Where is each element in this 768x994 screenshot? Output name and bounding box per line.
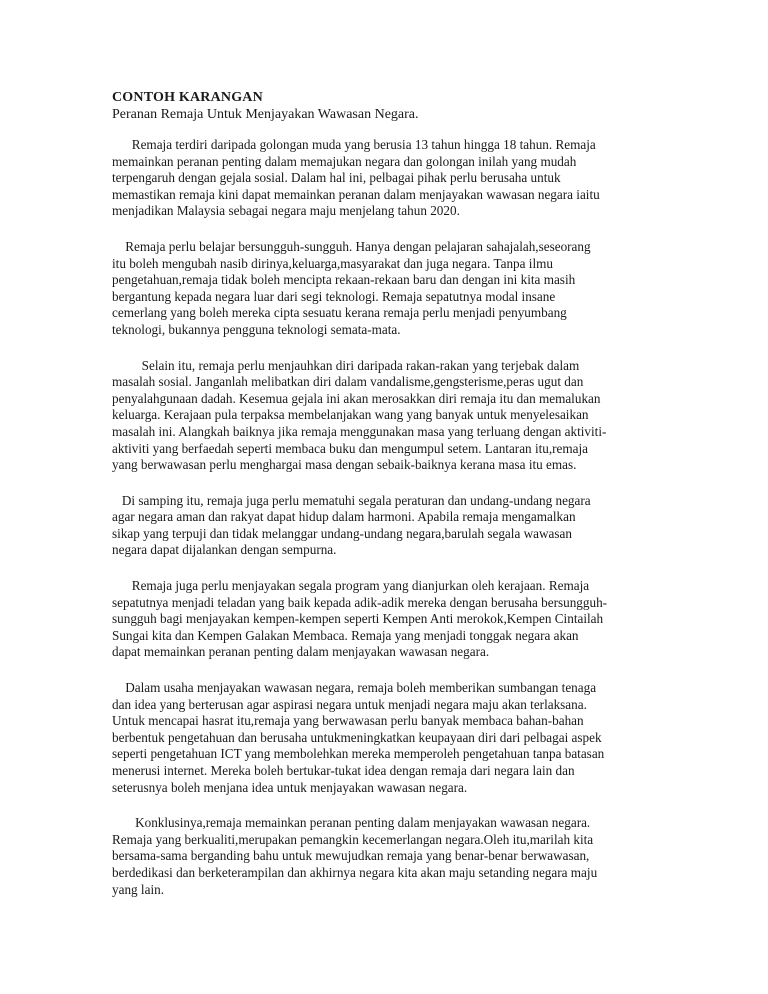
paragraph-line: masalah ini. Alangkah baiknya jika remaja menggunakan masa yang terluang dengan aktiviti- (112, 423, 607, 439)
essay-paragraph (112, 578, 664, 661)
essay-paragraph (112, 815, 664, 898)
paragraph-line: Sungai kita dan Kempen Galakan Membaca. Remaja yang menjadi tonggak negara akan (112, 627, 579, 643)
paragraph-line: negara dapat dijalankan dengan sempurna. (112, 542, 337, 558)
paragraph-line: sepatutnya menjadi teladan yang baik kepada adik-adik mereka dengan berusaha bersungguh- (112, 594, 608, 610)
paragraph-line: keluarga. Kerajaan pula terpaksa membelanjakan wang yang banyak untuk menyelesaikan (112, 407, 589, 423)
paragraph-line: Untuk mencapai hasrat itu,remaja yang berwawasan perlu banyak membaca bahan-bahan (112, 713, 584, 729)
paragraph-line: Di samping itu, remaja juga perlu mematuhi segala peraturan dan undang-undang negara (112, 492, 591, 508)
paragraph-line: seterusnya boleh menjana idea untuk menjayakan wawasan negara. (112, 779, 468, 795)
paragraph-line: memainkan peranan penting dalam memajukan negara dan golongan inilah yang mudah (112, 153, 577, 169)
paragraph-line: Konklusinya,remaja memainkan peranan penting dalam menjayakan wawasan negara. (112, 815, 591, 831)
paragraph-line: Remaja perlu belajar bersungguh-sungguh. Hanya dengan pelajaran sahajalah,seseorang (112, 238, 591, 254)
essay-paragraph (112, 358, 664, 474)
paragraph-line: Remaja juga perlu menjayakan segala program yang dianjurkan oleh kerajaan. Remaja (112, 578, 590, 594)
paragraph-line: penyalahgunaan dadah. Kesemua gejala ini akan merosakkan diri remaja itu dan memalukan (112, 390, 601, 406)
paragraph-line: sikap yang terpuji dan tidak melanggar undang-undang negara,barulah segala wawasan (112, 525, 572, 541)
paragraph-line: menerusi internet. Mereka boleh bertukar-tukat idea dengan remaja dari negara lain dan (112, 763, 575, 778)
paragraph-line: Remaja terdiri daripada golongan muda yang berusia 13 tahun hingga 18 tahun. Remaja (112, 137, 596, 152)
essay-paragraph (112, 680, 664, 796)
paragraph-line: terpengaruh dengan gejala sosial. Dalam hal ini, pelbagai pihak perlu berusaha untuk (112, 170, 561, 186)
paragraph-line: cemerlang yang boleh mereka cipta sesuatu kerana remaja perlu menjadi penyumbang (112, 305, 567, 321)
paragraph-line: berbentuk pengetahuan dan berusaha untukmeningkatkan keupayaan diri dari pelbagai aspek (112, 729, 602, 745)
paragraph-line: aktiviti yang berfaedah seperti membaca buku dan mengumpul setem. Lantaran itu,remaja (112, 440, 589, 456)
paragraph-line: masalah sosial. Janganlah melibatkan diri dalam vandalisme,gengsterisme,peras ugut dan (112, 374, 584, 390)
paragraph-line: teknologi, bukannya pengguna teknologi semata-mata. (112, 321, 401, 337)
paragraph-line: Remaja yang berkualiti,merupakan pemangkin kecemerlangan negara.Oleh itu,marilah kita (112, 831, 594, 847)
paragraph-line: yang berwawasan perlu menghargai masa dengan sebaik-baiknya kerana masa itu emas. (112, 457, 577, 473)
paragraph-line: berdedikasi dan berketerampilan dan akhirnya negara kita akan maju setanding negara maju (112, 864, 598, 880)
essay-paragraph (112, 239, 664, 339)
paragraph-line: seperti pengetahuan ICT yang membolehkan mereka memperoleh pengetahuan tanpa batasan (112, 746, 605, 762)
paragraph-line: pengetahuan,remaja tidak boleh mencipta rekaan-rekaan baru dan dengan ini kita masih (112, 272, 576, 288)
paragraph-line: bersama-sama berganding bahu untuk mewujudkan remaja yang benar-benar berwawasan, (112, 848, 590, 864)
document-subtitle: Peranan Remaja Untuk Menjayakan Wawasan Negara. (112, 107, 419, 122)
paragraph-line: Selain itu, remaja perlu menjauhkan diri daripada rakan-rakan yang terjebak dalam (112, 357, 580, 373)
essay-body (112, 137, 664, 898)
paragraph-line: dan idea yang berterusan agar aspirasi negara untuk menjadi negara maju akan terlaksana. (112, 696, 587, 712)
document-title: CONTOH KARANGAN (112, 90, 263, 105)
paragraph-line: memastikan remaja kini dapat memainkan peranan dalam menjayakan wawasan negara iaitu (112, 186, 600, 202)
paragraph-line: Dalam usaha menjayakan wawasan negara, remaja boleh memberikan sumbangan tenaga (112, 680, 597, 696)
document-page (112, 90, 664, 917)
paragraph-line: itu boleh mengubah nasib dirinya,keluarga,masyarakat dan juga negara. Tanpa ilmu (112, 255, 553, 271)
paragraph-line: sungguh bagi menjayakan kempen-kempen seperti Kempen Anti merokok,Kempen Cintailah (112, 611, 604, 627)
paragraph-line: agar negara aman dan rakyat dapat hidup dalam harmoni. Apabila remaja mengamalkan (112, 509, 576, 525)
paragraph-line: dapat memainkan peranan penting dalam menjayakan wawasan negara. (112, 644, 490, 660)
essay-paragraph (112, 493, 664, 559)
essay-paragraph (112, 137, 664, 220)
paragraph-line: bergantung kepada negara luar dari segi teknologi. Remaja sepatutnya modal insane (112, 288, 556, 304)
paragraph-line: menjadikan Malaysia sebagai negara maju menjelang tahun 2020. (112, 203, 460, 219)
paragraph-line: yang lain. (112, 881, 165, 897)
